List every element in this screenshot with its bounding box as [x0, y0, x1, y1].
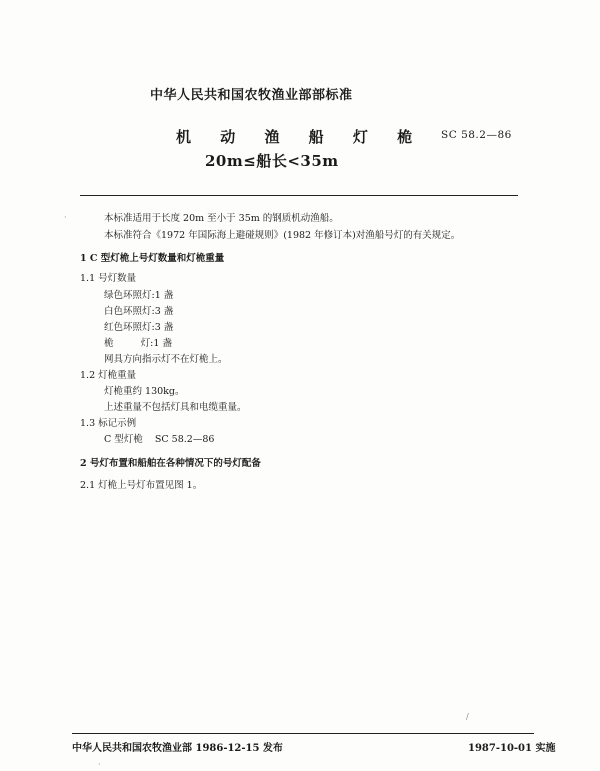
section-2-heading: 2 号灯布置和船舶在各种情况下的号灯配备 — [80, 458, 261, 469]
scan-speck: / — [466, 712, 469, 721]
footer-implement: 1987-10-01 实施 — [468, 743, 556, 754]
weight-line-1: 灯桅重约 130kg。 — [104, 386, 185, 397]
intro-line-1: 本标准适用于长度 20m 至小于 35m 的钢质机动渔船。 — [104, 213, 339, 224]
weight-line-2: 上述重量不包括灯具和电缆重量。 — [104, 402, 247, 413]
lamp-item-red: 红色环照灯:3 盏 — [104, 322, 174, 333]
section-1-heading: 1 C 型灯桅上号灯数量和灯桅重量 — [80, 253, 225, 264]
footer-issue: 中华人民共和国农牧渔业部 1986-12-15 发布 — [72, 743, 283, 754]
section-1-2-heading: 1.2 灯桅重量 — [80, 370, 137, 381]
section-1-1-heading: 1.1 号灯数量 — [80, 273, 137, 284]
header-divider — [80, 195, 518, 196]
marking-example: C 型灯桅 SC 58.2—86 — [104, 434, 215, 445]
section-2-1-text: 2.1 灯桅上号灯布置见图 1。 — [80, 480, 203, 491]
lamp-item-green: 绿色环照灯:1 盏 — [104, 290, 174, 301]
footer-divider — [72, 733, 534, 734]
lamp-item-mast: 桅 灯:1 盏 — [104, 338, 172, 349]
section-1-3-heading: 1.3 标记示例 — [80, 418, 137, 429]
lamp-item-white: 白色环照灯:3 盏 — [104, 306, 174, 317]
scan-speck: · — [98, 760, 101, 769]
standard-subtitle: 20m≤船长<35m — [205, 152, 339, 170]
standard-title: 机 动 渔 船 灯 桅 — [176, 128, 425, 146]
lamp-note: 网具方向指示灯不在灯桅上。 — [104, 354, 228, 365]
ministry-header: 中华人民共和国农牧渔业部部标准 — [150, 88, 353, 103]
scan-speck: · — [64, 213, 67, 222]
standard-code: SC 58.2—86 — [441, 129, 512, 141]
intro-line-2: 本标准符合《1972 年国际海上避碰规则》(1982 年修订本)对渔船号灯的有关规定。 — [104, 230, 461, 241]
